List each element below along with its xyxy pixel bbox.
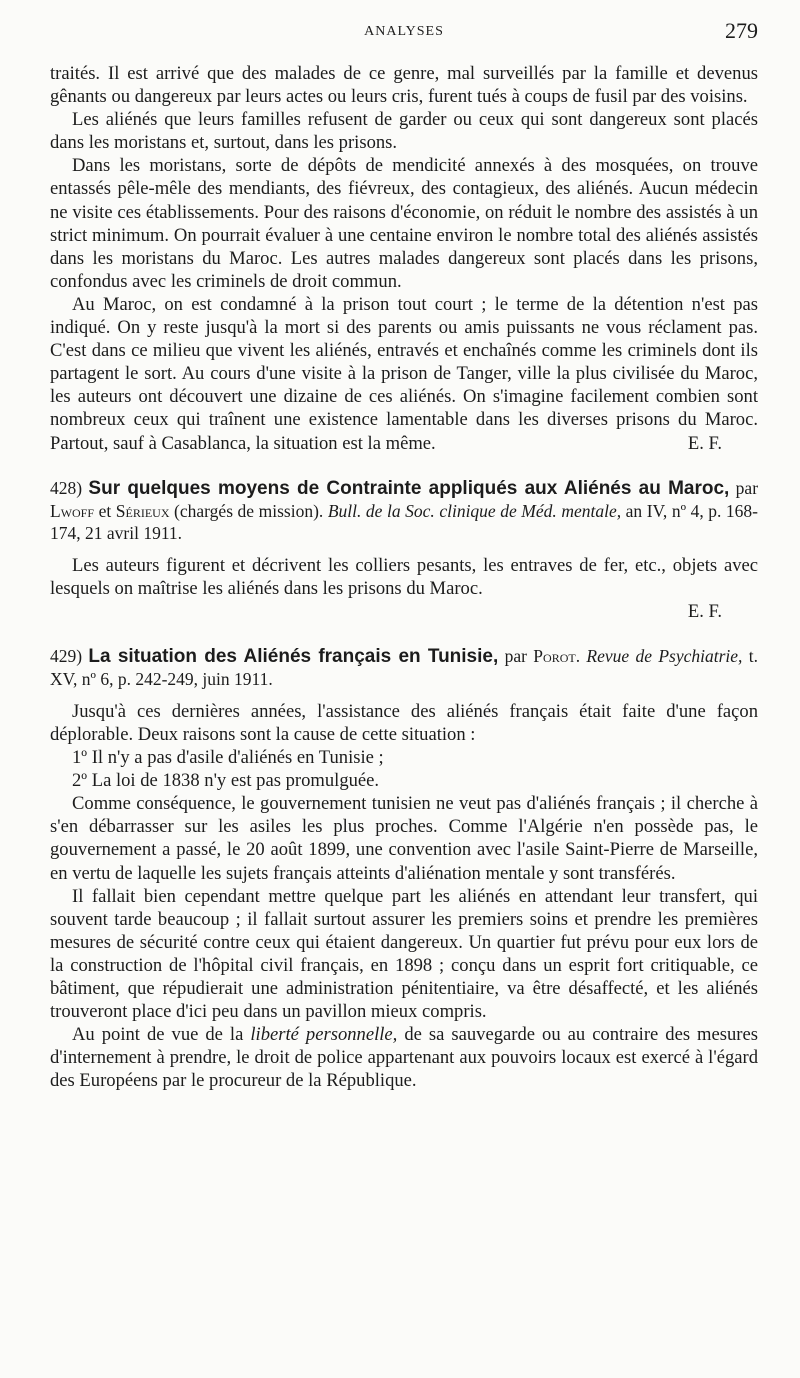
citation: an IV, nº 4, p. 168-174, 21 avril 1911. — [50, 500, 758, 543]
journal-name: Revue de Psychiatrie, — [586, 645, 743, 666]
emphasis: liberté personnelle, — [250, 1024, 398, 1046]
paragraph: Comme conséquence, le gouvernement tunisien ne veut pas d'aliénés français ; il cherche à s'en débarrasser sur les asiles les plus proches. Comme l'Algérie n'en possède pas, le gouvernement a passé, le 20 août 1899, une convention avec l'asile Saint-Pierre de Marseille, en vertu de laquelle les sujets français atteints d'aliénation mentale y sont transférés. — [50, 793, 758, 884]
list-item: 2º La loi de 1838 n'y est pas promulguée. — [72, 770, 380, 792]
paragraph: traités. Il est arrivé que des malades de ce genre, mal surveillés par la famille et devenus gênants ou dangereux par leurs actes ou leurs cris, furent tués à coups de fusil par des voisins. — [50, 63, 758, 108]
signature: E. F. — [687, 600, 722, 622]
paragraph: Dans les moristans, sorte de dépôts de mendicité annexés à des mosquées, on trouve entassés pêle-mêle des mendiants, des fiévreux, des contagieux, des aliénés. Aucun médecin ne visite ces établissements. Pour des raisons d'économie, on réduit le nombre des assistés à un strict minimum. On pourrait évaluer à une centaine environ le nombre total des aliénés assistés dans les moristans du Maroc. Les autres malades dangereux sont placés dans les prisons, confondus avec les criminels de droit commun. — [50, 155, 758, 292]
paragraph-text: de sa sauvegarde ou au contraire des mesures d'internement à prendre, le droit de police appartenant aux pouvoirs locaux est exercé à l'égard des Européens par le procureur de la République. — [50, 1024, 758, 1092]
list-item: 1º Il n'y a pas d'asile d'aliénés en Tunisie ; — [72, 747, 384, 769]
paragraph: Jusqu'à ces dernières années, l'assistance des aliénés français était faite d'une façon déplorable. Deux raisons sont la cause de cette situation : — [50, 700, 758, 745]
by-label: par — [735, 477, 759, 498]
running-header — [50, 0, 758, 62]
entry-heading — [50, 645, 758, 690]
paragraph: Les aliénés que leurs familles refusent de garder ou ceux qui sont dangereux sont placés dans les moristans et, surtout, dans les prisons. — [50, 109, 758, 154]
entry-title: La situation des Aliénés français en Tunisie, — [88, 645, 499, 667]
entry-number: 428) — [50, 477, 83, 498]
page-number: 279 — [725, 18, 758, 43]
signature: E. F. — [687, 432, 722, 454]
author: Porot. — [533, 645, 581, 666]
paragraph: Les auteurs figurent et décrivent les colliers pesants, les entraves de fer, etc., objets avec lesquels on maîtrise les aliénés dans les prisons du Maroc. — [50, 554, 758, 599]
continued-article — [50, 62, 758, 455]
paragraph — [50, 1023, 758, 1092]
author: Sérieux — [115, 500, 170, 521]
citation: t. XV, nº 6, p. 242-249, juin 1911. — [50, 645, 759, 689]
author-note: (chargés de mission). — [174, 500, 324, 521]
entry-429 — [50, 645, 758, 1093]
paragraph-text: Au point de vue de la — [72, 1024, 244, 1046]
entry-428 — [50, 477, 758, 623]
entry-heading — [50, 477, 758, 544]
entry-title: Sur quelques moyens de Contrainte appliqués aux Aliénés au Maroc, — [88, 477, 730, 499]
author: Lwoff — [50, 500, 95, 521]
by-label: par — [504, 645, 527, 666]
entry-number: 429) — [50, 645, 83, 666]
paragraph: Il fallait bien cependant mettre quelque part les aliénés en attendant leur transfert, qui souvent tarde beaucoup ; il fallait surtout assurer les premiers soins et prendre les premières mesures de sécurité contre ceux qui étaient dangereux. Un quartier fut prévu pour eux lors de la construction de l'hôpital civil français, en 1898 ; conçu dans un esprit fort critiquable, ce bâtiment, que répudierait une administration pénitentiaire, va être désaffecté, et les aliénés trouveront place d'ici peu dans un pavillon mieux compris. — [50, 885, 758, 1023]
journal-name: Bull. de la Soc. clinique de Méd. mentale, — [327, 500, 622, 521]
running-title: ANALYSES — [364, 24, 444, 39]
paragraph-text: Au Maroc, on est condamné à la prison tout court ; le terme de la détention n'est pas indiqué. On y reste jusqu'à la mort si des parents ou amis puissants ne vous réclament pas. C'est dans ce milieu que vivent les aliénés, entravés et enchaînés comme les criminels dont ils partagent le sort. Au cours d'une visite à la prison de Tanger, ville la plus civilisée du Maroc, les auteurs ont découvert une dizaine de ces aliénés. On s'imagine facilement combien sont nombreux ceux qui traînent une existence lamentable dans les diverses prisons du Maroc. Partout, sauf à Casablanca, la situation est la même. — [50, 293, 758, 454]
paragraph — [50, 293, 758, 455]
and-label: et — [98, 500, 112, 521]
